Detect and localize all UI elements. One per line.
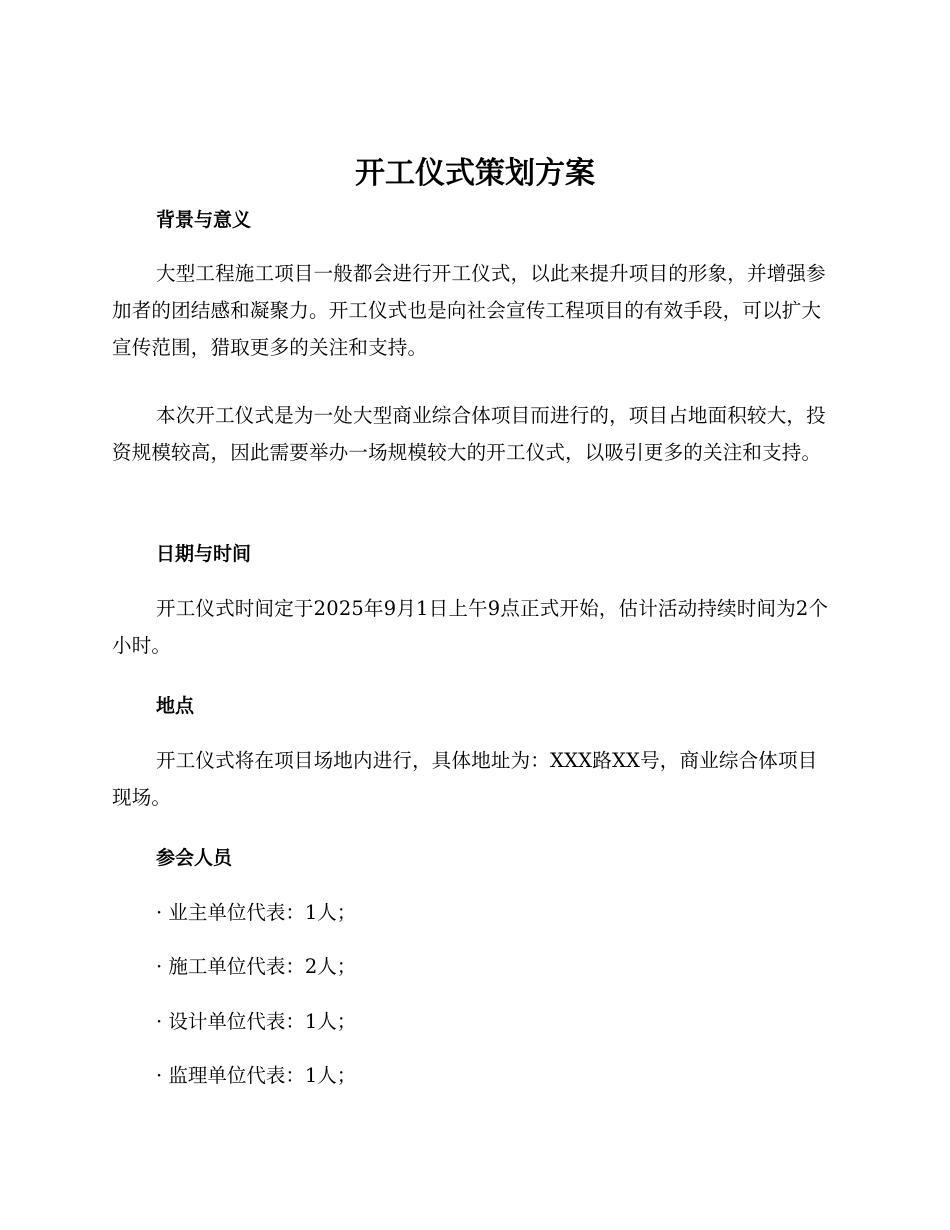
list-item: · 业主单位代表：1人；: [156, 901, 357, 924]
paragraph-date-time: 开工仪式时间定于2025年9月1日上午9点正式开始，估计活动持续时间为2个小时。: [112, 597, 829, 657]
paragraph-background-1: 大型工程施工项目一般都会进行开工仪式，以此来提升项目的形象，并增强参加者的团结感和凝聚力。开工仪式也是向社会宣传工程项目的有效手段，可以扩大宣传范围，猎取更多的关注和支持。: [112, 262, 826, 359]
paragraph-background-2: 本次开工仪式是为一处大型商业综合体项目而进行的，项目占地面积较大，投资规模较高，因此需要举办一场规模较大的开工仪式，以吸引更多的关注和支持。: [112, 404, 826, 464]
section-heading-location: 地点: [156, 695, 195, 717]
list-item: · 施工单位代表：2人；: [156, 955, 357, 978]
paragraph-location: 开工仪式将在项目场地内进行，具体地址为：XXX路XX号，商业综合体项目现场。: [112, 749, 818, 809]
document-title: 开工仪式策划方案: [355, 156, 595, 191]
section-heading-background: 背景与意义: [156, 209, 252, 231]
list-item: · 设计单位代表：1人；: [156, 1010, 357, 1033]
section-heading-date-time: 日期与时间: [156, 543, 252, 565]
section-heading-attendees: 参会人员: [156, 847, 233, 869]
list-item: · 监理单位代表：1人；: [156, 1064, 357, 1087]
